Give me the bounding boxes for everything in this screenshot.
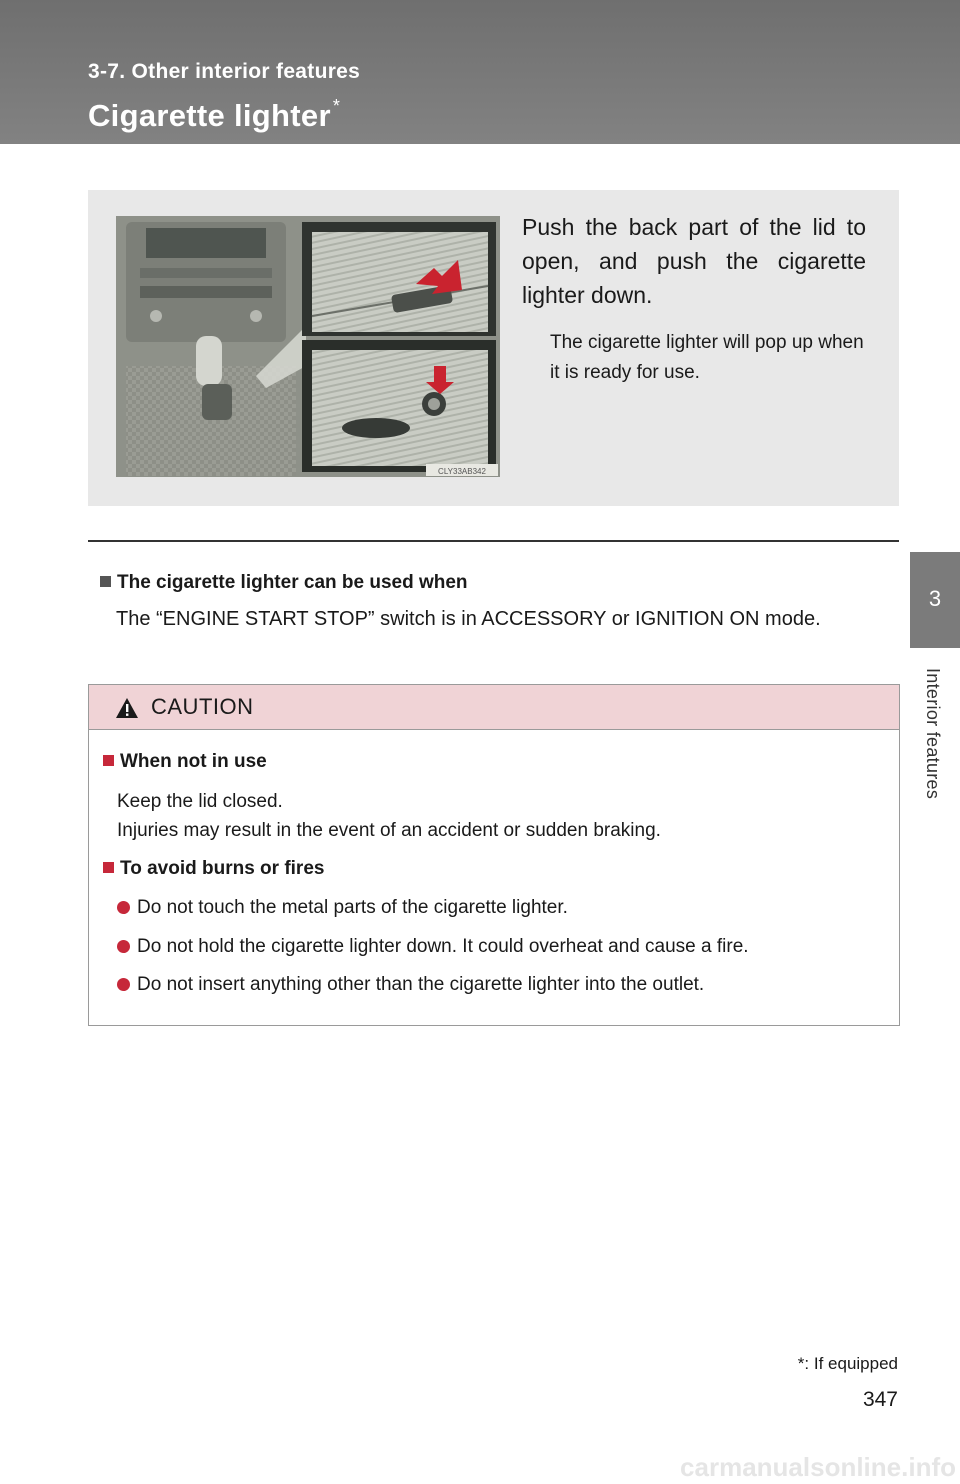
caution-bullet-text: Do not hold the cigarette lighter down. It could overheat and cause a fire. — [137, 936, 749, 957]
image-code: CLY33AB342 — [438, 467, 486, 476]
page-title-text: Cigarette lighter — [88, 98, 331, 133]
chapter-label-text: Interior features — [923, 668, 943, 800]
figure-panel — [88, 190, 899, 506]
caution-heading-not-in-use — [103, 751, 267, 773]
watermark-text: carmanualsonline.info — [680, 1452, 956, 1482]
caution-bullet-text: Do not insert anything other than the cigarette lighter into the outlet. — [137, 974, 705, 995]
caution-heading-text: To avoid burns or fires — [120, 858, 325, 879]
caution-title: CAUTION — [151, 694, 254, 719]
warning-triangle-icon — [115, 697, 139, 719]
section-label: 3-7. Other interior features — [88, 60, 361, 83]
console-illustration — [116, 216, 500, 477]
square-bullet-icon — [100, 576, 111, 587]
caution-box — [88, 684, 900, 1026]
round-bullet-icon — [117, 901, 130, 914]
chapter-label — [900, 668, 956, 828]
section-divider — [88, 540, 899, 542]
square-bullet-icon — [103, 862, 114, 873]
round-bullet-icon — [117, 978, 130, 991]
page-number: 347 — [862, 1388, 898, 1411]
caution-header — [89, 685, 899, 730]
caution-text: Injuries may result in the event of an accident or sudden braking. — [117, 820, 661, 841]
page-title — [88, 96, 340, 134]
cigarette-lighter-illustration — [116, 216, 500, 477]
caution-bullet — [117, 974, 704, 996]
info-heading-text: The cigarette lighter can be used when — [117, 572, 468, 593]
figure-note: The cigarette lighter will pop up when it is ready for use. — [550, 332, 864, 383]
caution-heading-text: When not in use — [120, 751, 267, 772]
caution-bullet-text: Do not touch the metal parts of the cigarette lighter. — [137, 897, 568, 918]
chapter-number: 3 — [928, 586, 942, 611]
watermark — [0, 1446, 960, 1484]
footnote: *: If equipped — [797, 1354, 898, 1373]
info-text: The “ENGINE START STOP” switch is in ACCESSORY or IGNITION ON mode. — [116, 608, 821, 630]
chapter-tab[interactable] — [910, 552, 960, 648]
caution-bullet — [117, 936, 749, 958]
caution-text: Keep the lid closed. — [117, 791, 283, 812]
figure-description: Push the back part of the lid to open, and push the cigarette lighter down. — [522, 214, 866, 308]
caution-heading-burns — [103, 858, 324, 880]
info-heading — [100, 572, 468, 594]
caution-bullet — [117, 897, 568, 919]
square-bullet-icon — [103, 755, 114, 766]
round-bullet-icon — [117, 940, 130, 953]
equipped-mark: * — [332, 96, 341, 116]
